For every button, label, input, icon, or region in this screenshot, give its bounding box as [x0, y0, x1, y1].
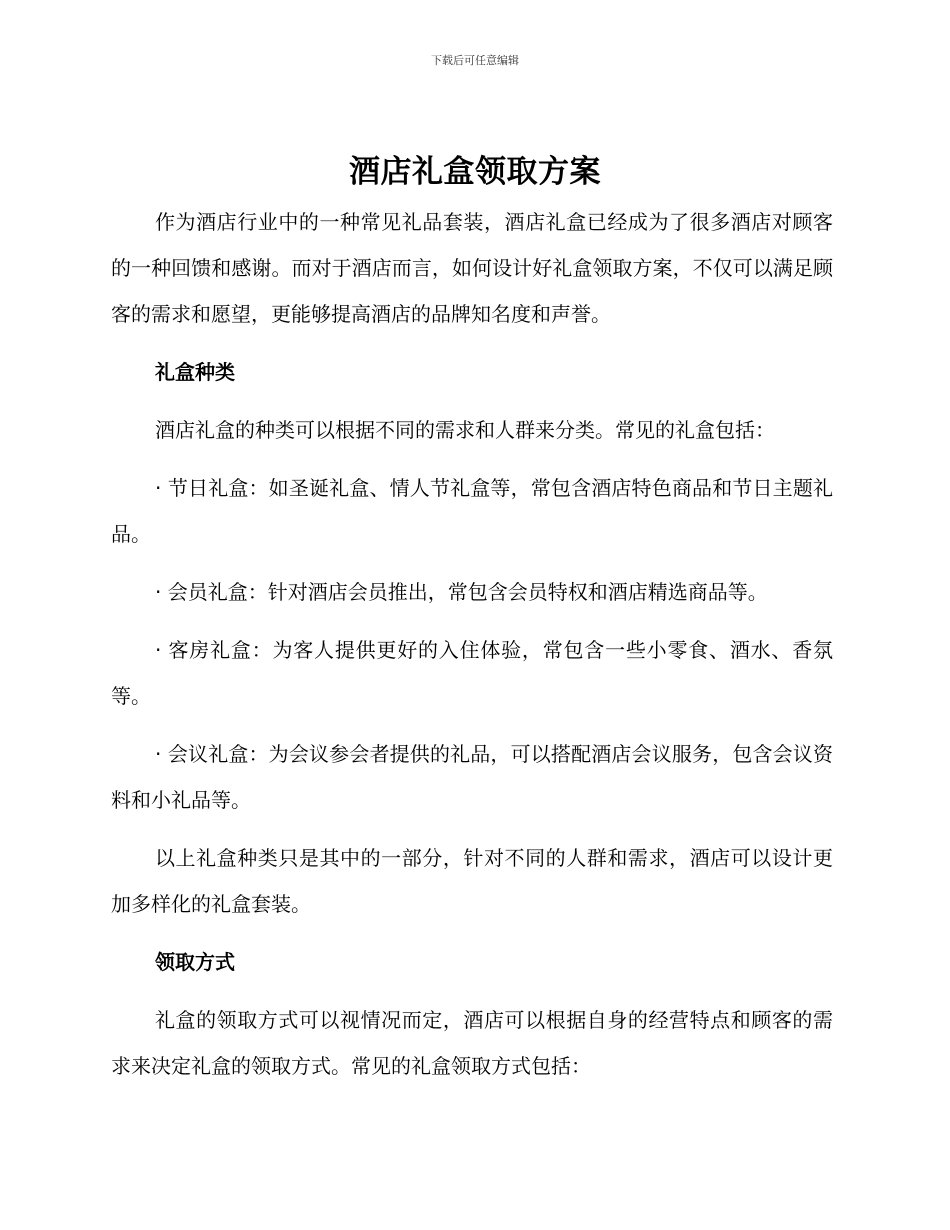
pickup-methods-lead-paragraph: 礼盒的领取方式可以视情况而定，酒店可以根据自身的经营特点和顾客的需求来决定礼盒的领取方式。常见的礼盒领取方式包括：: [111, 1008, 833, 1078]
gift-types-lead-paragraph: 酒店礼盒的种类可以根据不同的需求和人群来分类。常见的礼盒包括：: [155, 418, 775, 442]
gift-type-item-member: · 会员礼盒：针对酒店会员推出，常包含会员特权和酒店精选商品等。: [155, 580, 768, 604]
gift-type-item-room: · 客房礼盒：为客人提供更好的入住体验，常包含一些小零食、酒水、香氛等。: [111, 638, 833, 708]
gift-type-item-holiday: · 节日礼盒：如圣诞礼盒、情人节礼盒等，常包含酒店特色商品和节日主题礼品。: [111, 476, 833, 546]
gift-types-summary-paragraph: 以上礼盒种类只是其中的一部分，针对不同的人群和需求，酒店可以设计更加多样化的礼盒套装。: [111, 846, 833, 916]
section-heading-pickup-methods: 领取方式: [155, 950, 235, 974]
page-header-note: 下载后可任意编辑: [431, 54, 519, 67]
section-heading-gift-types: 礼盒种类: [155, 360, 235, 384]
intro-paragraph: 作为酒店行业中的一种常见礼品套装，酒店礼盒已经成为了很多酒店对顾客的一种回馈和感谢。而对于酒店而言，如何设计好礼盒领取方案，不仅可以满足顾客的需求和愿望，更能够提高酒店的品牌知名度和声誉。: [111, 210, 833, 326]
gift-type-item-meeting: · 会议礼盒：为会议参会者提供的礼品，可以搭配酒店会议服务，包含会议资料和小礼品等。: [111, 742, 833, 812]
document-body: [111, 199, 833, 1101]
document-title: 酒店礼盒领取方案: [349, 154, 601, 190]
